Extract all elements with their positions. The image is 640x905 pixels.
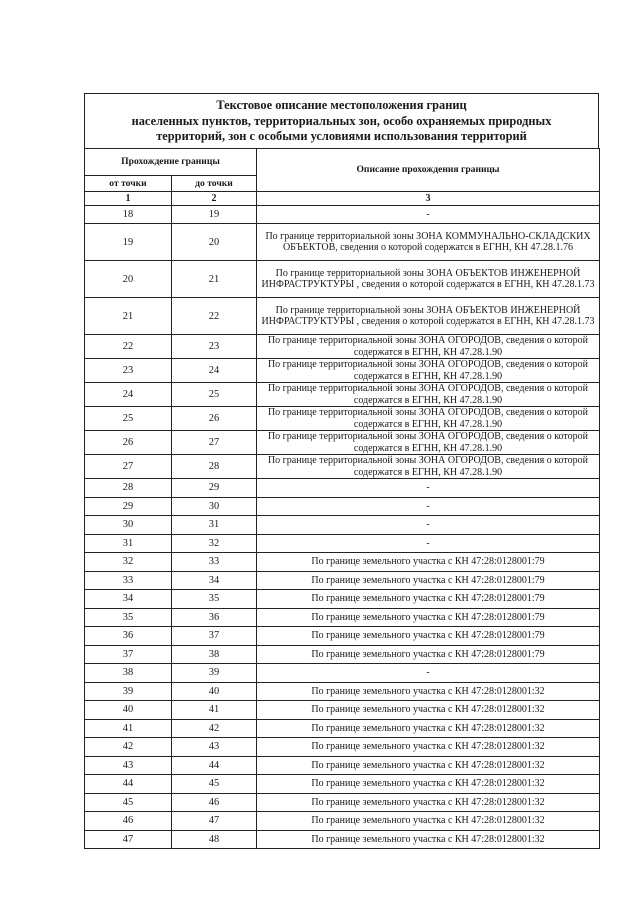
title-line: территорий, зон с особыми условиями использования территорий — [156, 129, 527, 143]
table-row — [85, 298, 600, 335]
table-row — [85, 431, 600, 455]
description-cell: - — [257, 497, 600, 516]
description-cell: По границе земельного участка с КН 47:28:0128001:32 — [257, 830, 600, 849]
table-row — [85, 645, 600, 664]
description-cell: По границе территориальной зоны ЗОНА ОГОРОДОВ, сведения о которой содержатся в ЕГНН, КН 47.28.1.90 — [257, 335, 600, 359]
to-point-cell: 43 — [172, 738, 257, 757]
table-row — [85, 793, 600, 812]
table-row — [85, 719, 600, 738]
table-row — [85, 701, 600, 720]
from-point-cell: 24 — [85, 383, 172, 407]
column-number: 3 — [257, 191, 600, 205]
from-point-cell: 45 — [85, 793, 172, 812]
description-cell: По границе территориальной зоны ЗОНА ОГОРОДОВ, сведения о которой содержатся в ЕГНН, КН 47.28.1.90 — [257, 359, 600, 383]
description-cell: По границе земельного участка с КН 47:28:0128001:32 — [257, 719, 600, 738]
to-point-cell: 32 — [172, 534, 257, 553]
table-row — [85, 534, 600, 553]
description-cell: По границе земельного участка с КН 47:28:0128001:79 — [257, 590, 600, 609]
to-point-cell: 46 — [172, 793, 257, 812]
from-point-cell: 37 — [85, 645, 172, 664]
column-number: 1 — [85, 191, 172, 205]
table-row — [85, 261, 600, 298]
table-row — [85, 383, 600, 407]
title-line: населенных пунктов, территориальных зон, особо охраняемых природных — [131, 113, 552, 128]
title-line: Текстовое описание местоположения границ — [216, 98, 467, 112]
description-cell: - — [257, 516, 600, 535]
description-cell: По границе земельного участка с КН 47:28:0128001:32 — [257, 738, 600, 757]
to-point-cell: 25 — [172, 383, 257, 407]
from-point-cell: 34 — [85, 590, 172, 609]
from-point-cell: 22 — [85, 335, 172, 359]
to-point-cell: 36 — [172, 608, 257, 627]
from-point-cell: 36 — [85, 627, 172, 646]
from-point-cell: 18 — [85, 205, 172, 224]
from-point-cell: 38 — [85, 664, 172, 683]
from-point-cell: 41 — [85, 719, 172, 738]
table-row — [85, 479, 600, 498]
table-row — [85, 627, 600, 646]
description-cell: По границе земельного участка с КН 47:28:0128001:32 — [257, 682, 600, 701]
description-cell: По границе территориальной зоны ЗОНА ОГОРОДОВ, сведения о которой содержатся в ЕГНН, КН 47.28.1.90 — [257, 455, 600, 479]
to-point-cell: 39 — [172, 664, 257, 683]
to-point-cell: 29 — [172, 479, 257, 498]
from-point-cell: 40 — [85, 701, 172, 720]
to-point-cell: 34 — [172, 571, 257, 590]
description-cell: - — [257, 664, 600, 683]
from-point-cell: 42 — [85, 738, 172, 757]
table-row — [85, 455, 600, 479]
description-cell: По границе территориальной зоны ЗОНА КОММУНАЛЬНО-СКЛАДСКИХ ОБЪЕКТОВ, сведения о которой содержатся в ЕГНН, КН 47.28.1.76 — [257, 224, 600, 261]
column-number: 2 — [172, 191, 257, 205]
table-row — [85, 590, 600, 609]
from-point-cell: 26 — [85, 431, 172, 455]
description-cell: По границе территориальной зоны ЗОНА ОБЪЕКТОВ ИНЖЕНЕРНОЙ ИНФРАСТРУКТУРЫ , сведения о которой содержатся в ЕГНН, КН 47.28.1.73 — [257, 261, 600, 298]
to-point-cell: 33 — [172, 553, 257, 572]
to-point-cell: 45 — [172, 775, 257, 794]
to-point-cell: 38 — [172, 645, 257, 664]
to-point-cell: 37 — [172, 627, 257, 646]
table-row — [85, 812, 600, 831]
table-row — [85, 335, 600, 359]
description-cell: По границе земельного участка с КН 47:28:0128001:79 — [257, 627, 600, 646]
to-point-cell: 27 — [172, 431, 257, 455]
description-cell: - — [257, 479, 600, 498]
table-row — [85, 205, 600, 224]
to-point-cell: 26 — [172, 407, 257, 431]
table-row — [85, 775, 600, 794]
from-point-cell: 27 — [85, 455, 172, 479]
description-cell: По границе земельного участка с КН 47:28:0128001:32 — [257, 756, 600, 775]
from-point-cell: 35 — [85, 608, 172, 627]
from-point-cell: 32 — [85, 553, 172, 572]
description-cell: По границе земельного участка с КН 47:28:0128001:32 — [257, 812, 600, 831]
table-row — [85, 359, 600, 383]
from-point-cell: 31 — [85, 534, 172, 553]
to-point-cell: 19 — [172, 205, 257, 224]
from-point-cell: 39 — [85, 682, 172, 701]
boundary-description-document — [84, 93, 599, 849]
description-cell: По границе территориальной зоны ЗОНА ОГОРОДОВ, сведения о которой содержатся в ЕГНН, КН 47.28.1.90 — [257, 431, 600, 455]
from-point-cell: 21 — [85, 298, 172, 335]
description-cell: - — [257, 534, 600, 553]
header-from-point: от точки — [85, 175, 172, 191]
from-point-cell: 46 — [85, 812, 172, 831]
table-row — [85, 571, 600, 590]
to-point-cell: 41 — [172, 701, 257, 720]
description-cell: По границе земельного участка с КН 47:28:0128001:79 — [257, 645, 600, 664]
header-boundary-passage: Прохождение границы — [85, 148, 257, 175]
description-cell: По границе земельного участка с КН 47:28:0128001:32 — [257, 701, 600, 720]
from-point-cell: 29 — [85, 497, 172, 516]
table-row — [85, 553, 600, 572]
description-cell: По границе земельного участка с КН 47:28:0128001:32 — [257, 793, 600, 812]
description-cell: - — [257, 205, 600, 224]
from-point-cell: 25 — [85, 407, 172, 431]
from-point-cell: 30 — [85, 516, 172, 535]
table-row — [85, 497, 600, 516]
header-to-point: до точки — [172, 175, 257, 191]
from-point-cell: 23 — [85, 359, 172, 383]
from-point-cell: 19 — [85, 224, 172, 261]
document-title — [84, 93, 599, 148]
description-cell: По границе земельного участка с КН 47:28:0128001:79 — [257, 553, 600, 572]
description-cell: По границе земельного участка с КН 47:28:0128001:79 — [257, 571, 600, 590]
to-point-cell: 20 — [172, 224, 257, 261]
from-point-cell: 33 — [85, 571, 172, 590]
to-point-cell: 28 — [172, 455, 257, 479]
from-point-cell: 43 — [85, 756, 172, 775]
table-row — [85, 738, 600, 757]
to-point-cell: 48 — [172, 830, 257, 849]
description-cell: По границе территориальной зоны ЗОНА ОБЪЕКТОВ ИНЖЕНЕРНОЙ ИНФРАСТРУКТУРЫ , сведения о которой содержатся в ЕГНН, КН 47.28.1.73 — [257, 298, 600, 335]
table-row — [85, 664, 600, 683]
table-row — [85, 224, 600, 261]
to-point-cell: 31 — [172, 516, 257, 535]
table-row — [85, 407, 600, 431]
header-description: Описание прохождения границы — [257, 148, 600, 191]
to-point-cell: 30 — [172, 497, 257, 516]
to-point-cell: 47 — [172, 812, 257, 831]
table-row — [85, 516, 600, 535]
from-point-cell: 47 — [85, 830, 172, 849]
from-point-cell: 44 — [85, 775, 172, 794]
table-row — [85, 756, 600, 775]
to-point-cell: 42 — [172, 719, 257, 738]
to-point-cell: 22 — [172, 298, 257, 335]
description-cell: По границе территориальной зоны ЗОНА ОГОРОДОВ, сведения о которой содержатся в ЕГНН, КН 47.28.1.90 — [257, 407, 600, 431]
table-row — [85, 608, 600, 627]
to-point-cell: 40 — [172, 682, 257, 701]
to-point-cell: 21 — [172, 261, 257, 298]
table-body — [85, 205, 600, 849]
description-cell: По границе земельного участка с КН 47:28:0128001:79 — [257, 608, 600, 627]
from-point-cell: 20 — [85, 261, 172, 298]
to-point-cell: 24 — [172, 359, 257, 383]
table-row — [85, 830, 600, 849]
boundary-table — [84, 148, 600, 850]
to-point-cell: 35 — [172, 590, 257, 609]
description-cell: По границе земельного участка с КН 47:28:0128001:32 — [257, 775, 600, 794]
from-point-cell: 28 — [85, 479, 172, 498]
to-point-cell: 44 — [172, 756, 257, 775]
description-cell: По границе территориальной зоны ЗОНА ОГОРОДОВ, сведения о которой содержатся в ЕГНН, КН 47.28.1.90 — [257, 383, 600, 407]
table-row — [85, 682, 600, 701]
to-point-cell: 23 — [172, 335, 257, 359]
